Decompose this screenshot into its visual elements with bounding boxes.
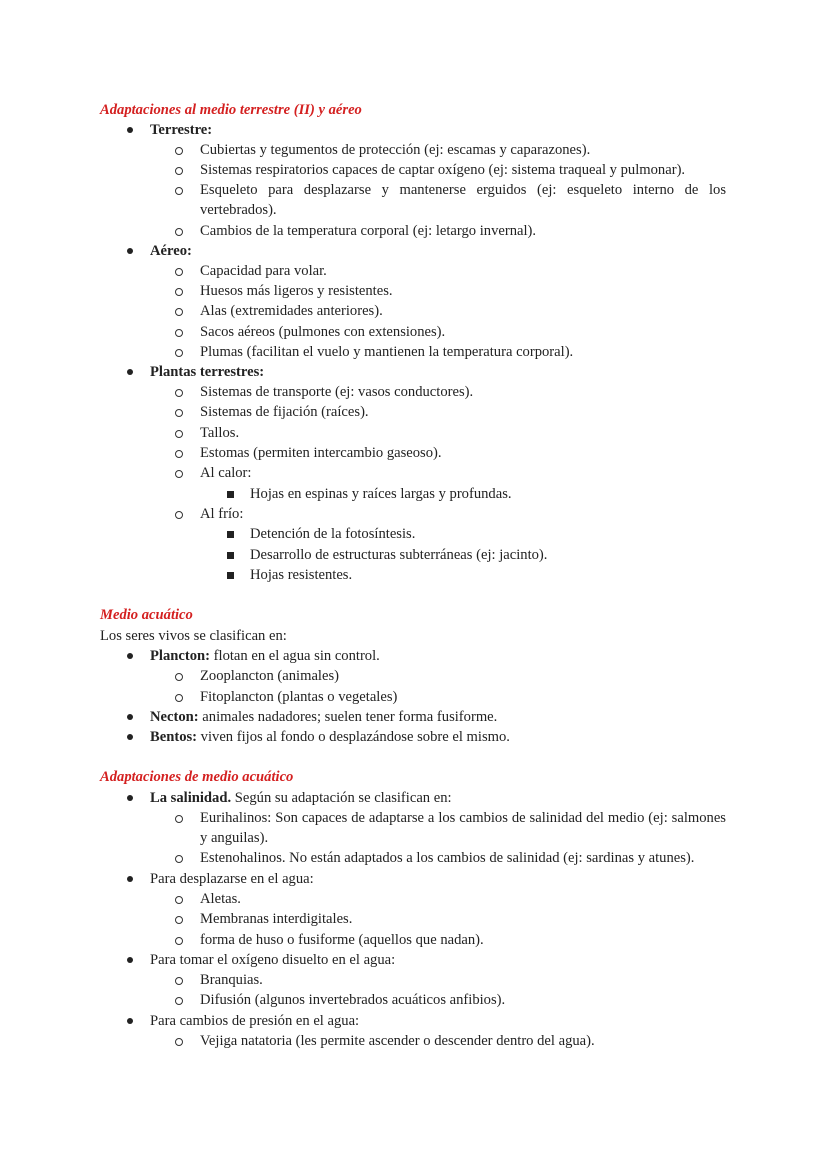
bullet-circle [175,815,183,823]
list-item: Cubiertas y tegumentos de protección (ej: escamas y caparazones). [200,142,591,158]
bullet-circle [175,673,183,681]
list-item [150,707,497,727]
list-item [150,727,510,747]
list-item: Estomas (permiten intercambio gaseoso). [200,445,442,461]
list-item [150,646,380,666]
list-item: Capacidad para volar. [200,263,327,279]
list-item: Aéreo: [150,243,192,259]
list-item: Esqueleto para desplazarse y mantenerse erguidos (ej: esqueleto interno de los vertebrados). [200,182,726,219]
bullet-circle [175,147,183,155]
term: La salinidad. [150,790,232,806]
bullet-circle [175,167,183,175]
definition: flotan en el agua sin control. [210,648,380,664]
term: Plancton: [150,648,210,664]
list-item: Fitoplancton (plantas o vegetales) [200,689,398,705]
bullet-circle [175,389,183,397]
list-item: Difusión (algunos invertebrados acuáticos anfibios). [200,992,506,1008]
bullet-circle [175,430,183,438]
paragraph: Los seres vivos se clasifican en: [100,628,287,644]
bullet-circle [175,329,183,337]
bullet-disc [127,714,133,720]
list-item: forma de huso o fusiforme (aquellos que nadan). [200,932,484,948]
bullet-circle [175,268,183,276]
bullet-disc [127,795,133,801]
list-item: Para cambios de presión en el agua: [150,1013,360,1029]
bullet-disc [127,127,133,133]
list-item: Vejiga natatoria (les permite ascender o descender dentro del agua). [200,1033,595,1049]
list-item: Membranas interdigitales. [200,911,353,927]
list-item: Aletas. [200,891,241,907]
section-heading: Adaptaciones al medio terrestre (II) y aéreo [100,102,362,118]
list-item: Terrestre: [150,122,213,138]
list-item: Detención de la fotosíntesis. [250,526,416,542]
bullet-disc [127,369,133,375]
definition: animales nadadores; suelen tener forma fusiforme. [198,709,498,725]
list-item: Al frío: [200,506,244,522]
list-item: Desarrollo de estructuras subterráneas (ej: jacinto). [250,547,548,563]
bullet-circle [175,470,183,478]
bullet-disc [127,1018,133,1024]
list-item: Alas (extremidades anteriores). [200,303,383,319]
bullet-square [227,552,234,559]
list-item: Hojas en espinas y raíces largas y profundas. [250,486,512,502]
list-item: Huesos más ligeros y resistentes. [200,283,393,299]
bullet-circle [175,511,183,519]
bullet-square [227,531,234,538]
bullet-circle [175,977,183,985]
list-item: Sistemas de transporte (ej: vasos conductores). [200,384,474,400]
bullet-circle [175,1038,183,1046]
bullet-circle [175,896,183,904]
list-item: Estenohalinos. No están adaptados a los cambios de salinidad (ej: sardinas y atunes). [200,850,695,866]
list-item: Para desplazarse en el agua: [150,871,314,887]
bullet-circle [175,409,183,417]
bullet-circle [175,228,183,236]
list-item: Al calor: [200,465,252,481]
bullet-disc [127,957,133,963]
term: Necton: [150,709,199,725]
term: Bentos: [150,729,198,745]
list-item: Eurihalinos: Son capaces de adaptarse a los cambios de salinidad del medio (ej: salmones y anguilas). [200,810,726,847]
list-item: Tallos. [200,425,240,441]
bullet-circle [175,308,183,316]
bullet-circle [175,694,183,702]
bullet-circle [175,937,183,945]
list-item: Para tomar el oxígeno disuelto en el agua: [150,952,396,968]
bullet-square [227,572,234,579]
list-item: Branquias. [200,972,263,988]
list-item: Sacos aéreos (pulmones con extensiones). [200,324,446,340]
list-item: Cambios de la temperatura corporal (ej: letargo invernal). [200,223,537,239]
list-item: Sistemas respiratorios capaces de captar oxígeno (ej: sistema traqueal y pulmonar). [200,162,686,178]
bullet-disc [127,876,133,882]
section-heading: Medio acuático [100,607,193,623]
bullet-circle [175,855,183,863]
list-item: Zooplancton (animales) [200,668,339,684]
bullet-disc [127,653,133,659]
section-heading: Adaptaciones de medio acuático [100,769,294,785]
definition: Según su adaptación se clasifican en: [231,790,452,806]
bullet-square [227,491,234,498]
bullet-circle [175,349,183,357]
list-item: Hojas resistentes. [250,567,353,583]
bullet-disc [127,248,133,254]
list-item: Plantas terrestres: [150,364,265,380]
bullet-circle [175,187,183,195]
list-item: Plumas (facilitan el vuelo y mantienen la temperatura corporal). [200,344,574,360]
definition: viven fijos al fondo o desplazándose sobre el mismo. [197,729,510,745]
bullet-disc [127,734,133,740]
bullet-circle [175,450,183,458]
list-item [150,788,452,808]
list-item: Sistemas de fijación (raíces). [200,404,369,420]
bullet-circle [175,997,183,1005]
bullet-circle [175,288,183,296]
bullet-circle [175,916,183,924]
